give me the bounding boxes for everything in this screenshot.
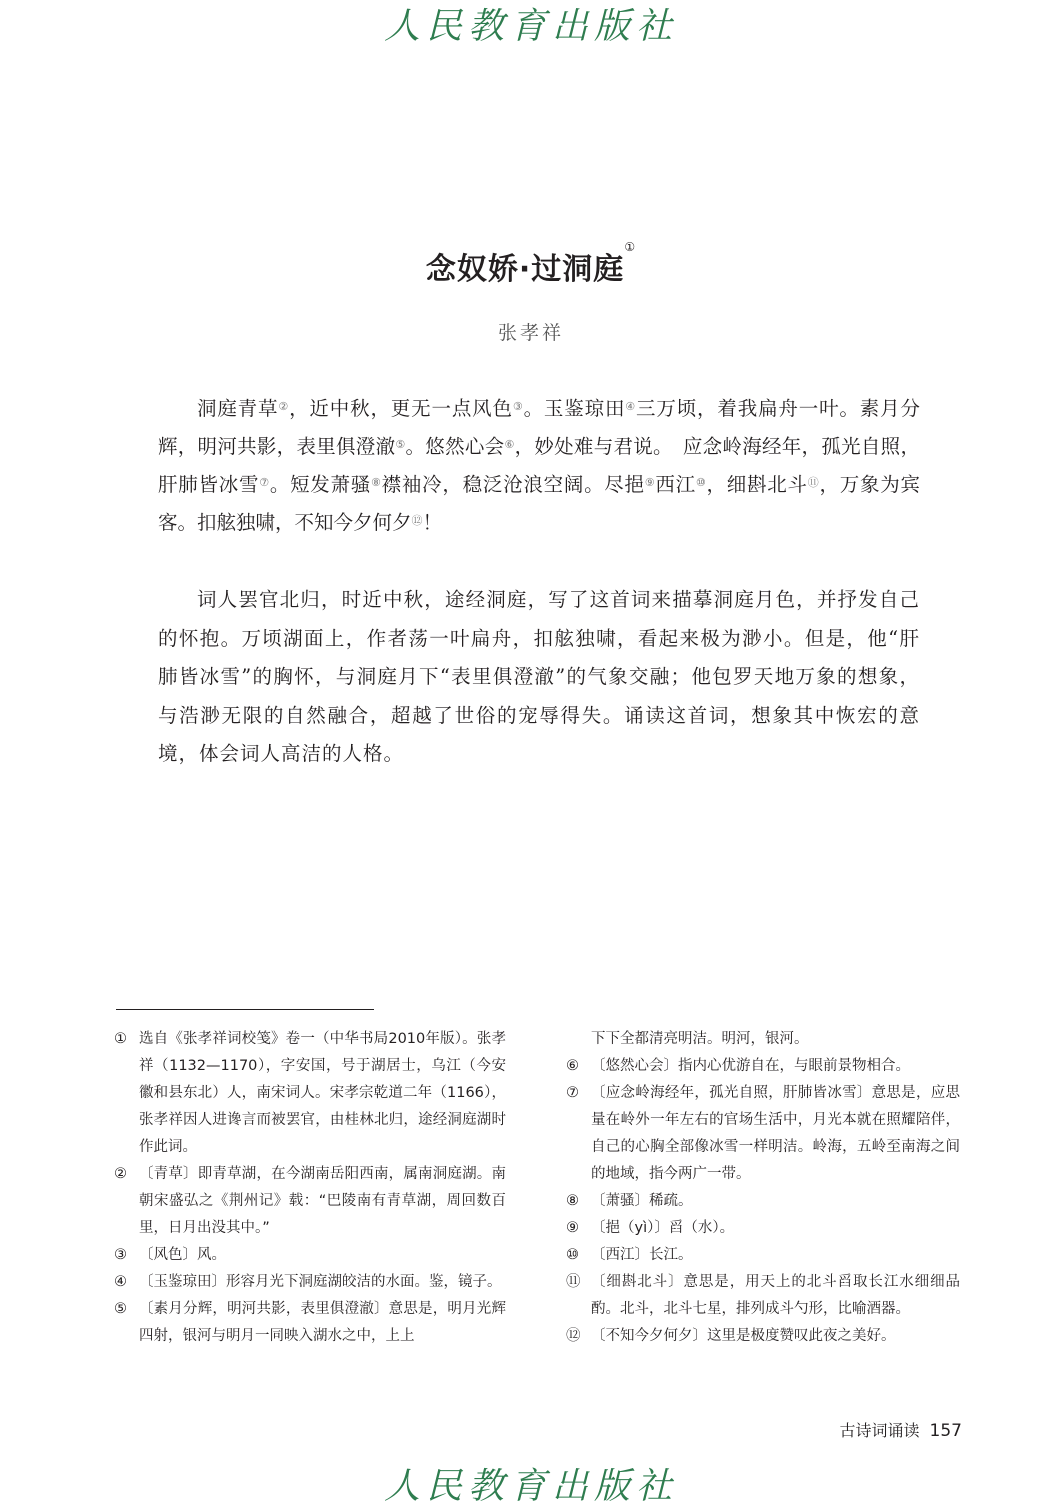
footnote-text: 选自《张孝祥词校笺》卷一（中华书局2010年版）。张孝祥（1132—1170），字安国，号于湖居士，乌江（今安徽和县东北）人，南宋词人。宋孝宗乾道二年（1166），张孝祥因人进谗言而被罢官，由桂林北归，途经洞庭湖时作此词。 — [139, 1031, 506, 1155]
footnote — [566, 1026, 960, 1053]
footnote-number: ⑩ — [566, 1247, 579, 1263]
intro-paragraph: 词人罢官北归，时近中秋，途经洞庭，写了这首词来描摹洞庭月色，并抒发自己的怀抱。万顷湖面上，作者荡一叶扁舟，扣舷独啸，看起来极为渺小。但是，他“肝肺皆冰雪”的胸怀，与洞庭月下“表里俱澄澈”的气象交融；他包罗天地万象的想象，与浩渺无限的自然融合，超越了世俗的宠辱得失。诵读这首词，想象其中恢宏的意境，体会词人高洁的人格。 — [158, 588, 920, 765]
footnote-number: ⑥ — [566, 1058, 579, 1074]
footnote-number: ④ — [114, 1274, 127, 1290]
poem-note-ref: ⑧ — [371, 476, 382, 489]
poem-segment: ！ — [422, 511, 443, 534]
footnote-number: ⑨ — [566, 1220, 579, 1236]
footnote — [114, 1161, 506, 1242]
footnote — [566, 1215, 960, 1242]
footnote-text: 〔细斟北斗〕意思是，用天上的北斗舀取长江水细细品酌。北斗，北斗七星，排列成斗勺形，比喻酒器。 — [591, 1274, 960, 1317]
footnotes-right-column — [566, 1026, 960, 1350]
poem-segment: 三万顷，着我扁舟一叶。素月分辉，明河共影，表里俱澄澈 — [158, 397, 920, 458]
footnote — [566, 1188, 960, 1215]
footnote-number: ⑧ — [566, 1193, 579, 1209]
poem-segment: 洞庭青草 — [197, 397, 279, 420]
poem-title — [0, 240, 1062, 288]
poem-note-ref: ⑫ — [411, 514, 423, 527]
footnote — [566, 1080, 960, 1188]
poem-segment: ，细斟北斗 — [706, 473, 808, 496]
poem-text — [158, 390, 920, 542]
footnote — [566, 1053, 960, 1080]
footnotes-left-column — [114, 1026, 506, 1350]
poem-segment: 襟袖冷，稳泛沧浪空阔。尽挹 — [381, 473, 645, 496]
poem-segment: 。悠然心会 — [405, 435, 505, 458]
footnote-number: ⑦ — [566, 1085, 579, 1101]
poem-author: 张孝祥 — [497, 322, 564, 344]
footnote-text: 〔悠然心会〕指内心优游自在，与眼前景物相合。 — [591, 1058, 910, 1074]
footnote-number: ⑪ — [566, 1274, 581, 1290]
poem-note-ref: ④ — [625, 400, 637, 413]
footnote-text: 下下全都清亮明洁。明河，银河。 — [591, 1031, 809, 1047]
footnote — [114, 1296, 506, 1350]
poem-note-ref: ⑤ — [395, 438, 406, 451]
footnote — [114, 1269, 506, 1296]
poem-segment: ，万象为宾客。扣舷独啸，不知今夕何夕 — [158, 473, 920, 534]
publisher-logo-bottom: 人民教育出版社 — [383, 1466, 678, 1507]
footnote-text: 〔青草〕即青草湖，在今湖南岳阳西南，属南洞庭湖。南朝宋盛弘之《荆州记》载：“巴陵南有青草湖，周回数百里，日月出没其中。” — [139, 1166, 506, 1236]
footnote-text: 〔萧骚〕稀疏。 — [591, 1193, 693, 1209]
footnote-number: ② — [114, 1166, 127, 1182]
footnote-number: ③ — [114, 1247, 127, 1263]
poem-note-ref: ② — [278, 400, 290, 413]
footnote-divider — [116, 1009, 374, 1010]
poem-segment: 。玉鉴琼田 — [523, 397, 626, 420]
title-note-ref: ① — [624, 240, 637, 254]
footnote-text: 〔素月分辉，明河共影，表里俱澄澈〕意思是，明月光辉四射，银河与明月一同映入湖水之中，上上 — [139, 1301, 506, 1344]
poem-note-ref: ⑨ — [644, 476, 656, 489]
footnote-text: 〔风色〕风。 — [139, 1247, 226, 1263]
poem-segment: 西江 — [655, 473, 696, 496]
page-number: 157 — [929, 1421, 962, 1441]
footnote-number: ① — [114, 1031, 127, 1047]
poem-note-ref: ⑥ — [504, 438, 515, 451]
footnote — [566, 1323, 960, 1350]
footnote-text: 〔应念岭海经年，孤光自照，肝肺皆冰雪〕意思是，应思量在岭外一年左右的官场生活中，月光本就在照耀陪伴，自己的心胸全部像冰雪一样明洁。岭海，五岭至南海之间的地域，指今两广一带。 — [591, 1085, 960, 1182]
poem-title-text: 念奴娇·过洞庭 — [425, 252, 625, 287]
poem-note-ref: ⑪ — [807, 476, 820, 489]
page-footer — [840, 1418, 962, 1441]
footnote — [114, 1026, 506, 1161]
poem-note-ref: ③ — [512, 400, 524, 413]
footnote-text: 〔西江〕长江。 — [591, 1247, 693, 1263]
footnote — [566, 1242, 960, 1269]
footnote-text: 〔玉鉴琼田〕形容月光下洞庭湖皎洁的水面。鉴，镜子。 — [139, 1274, 502, 1290]
footnote — [114, 1242, 506, 1269]
footnote-number: ⑫ — [566, 1328, 581, 1344]
section-name: 古诗词诵读 — [839, 1421, 920, 1440]
footnote — [566, 1269, 960, 1323]
poem-note-ref: ⑩ — [695, 476, 707, 489]
poem-note-ref: ⑦ — [259, 476, 270, 489]
footnote-text: 〔不知今夕何夕〕这里是极度赞叹此夜之美好。 — [591, 1328, 896, 1344]
footnote-text: 〔挹（yì）〕舀（水）。 — [591, 1220, 735, 1236]
footnote-number — [566, 1026, 591, 1053]
poem-segment: ，近中秋，更无一点风色 — [289, 397, 513, 420]
publisher-logo-top: 人民教育出版社 — [383, 6, 678, 47]
footnote-number: ⑤ — [114, 1301, 127, 1317]
poem-segment: ，妙处难与君说。 应念岭海经年，孤光自照，肝肺皆冰雪 — [158, 435, 920, 496]
poem-segment: 。短发萧骚 — [269, 473, 372, 496]
